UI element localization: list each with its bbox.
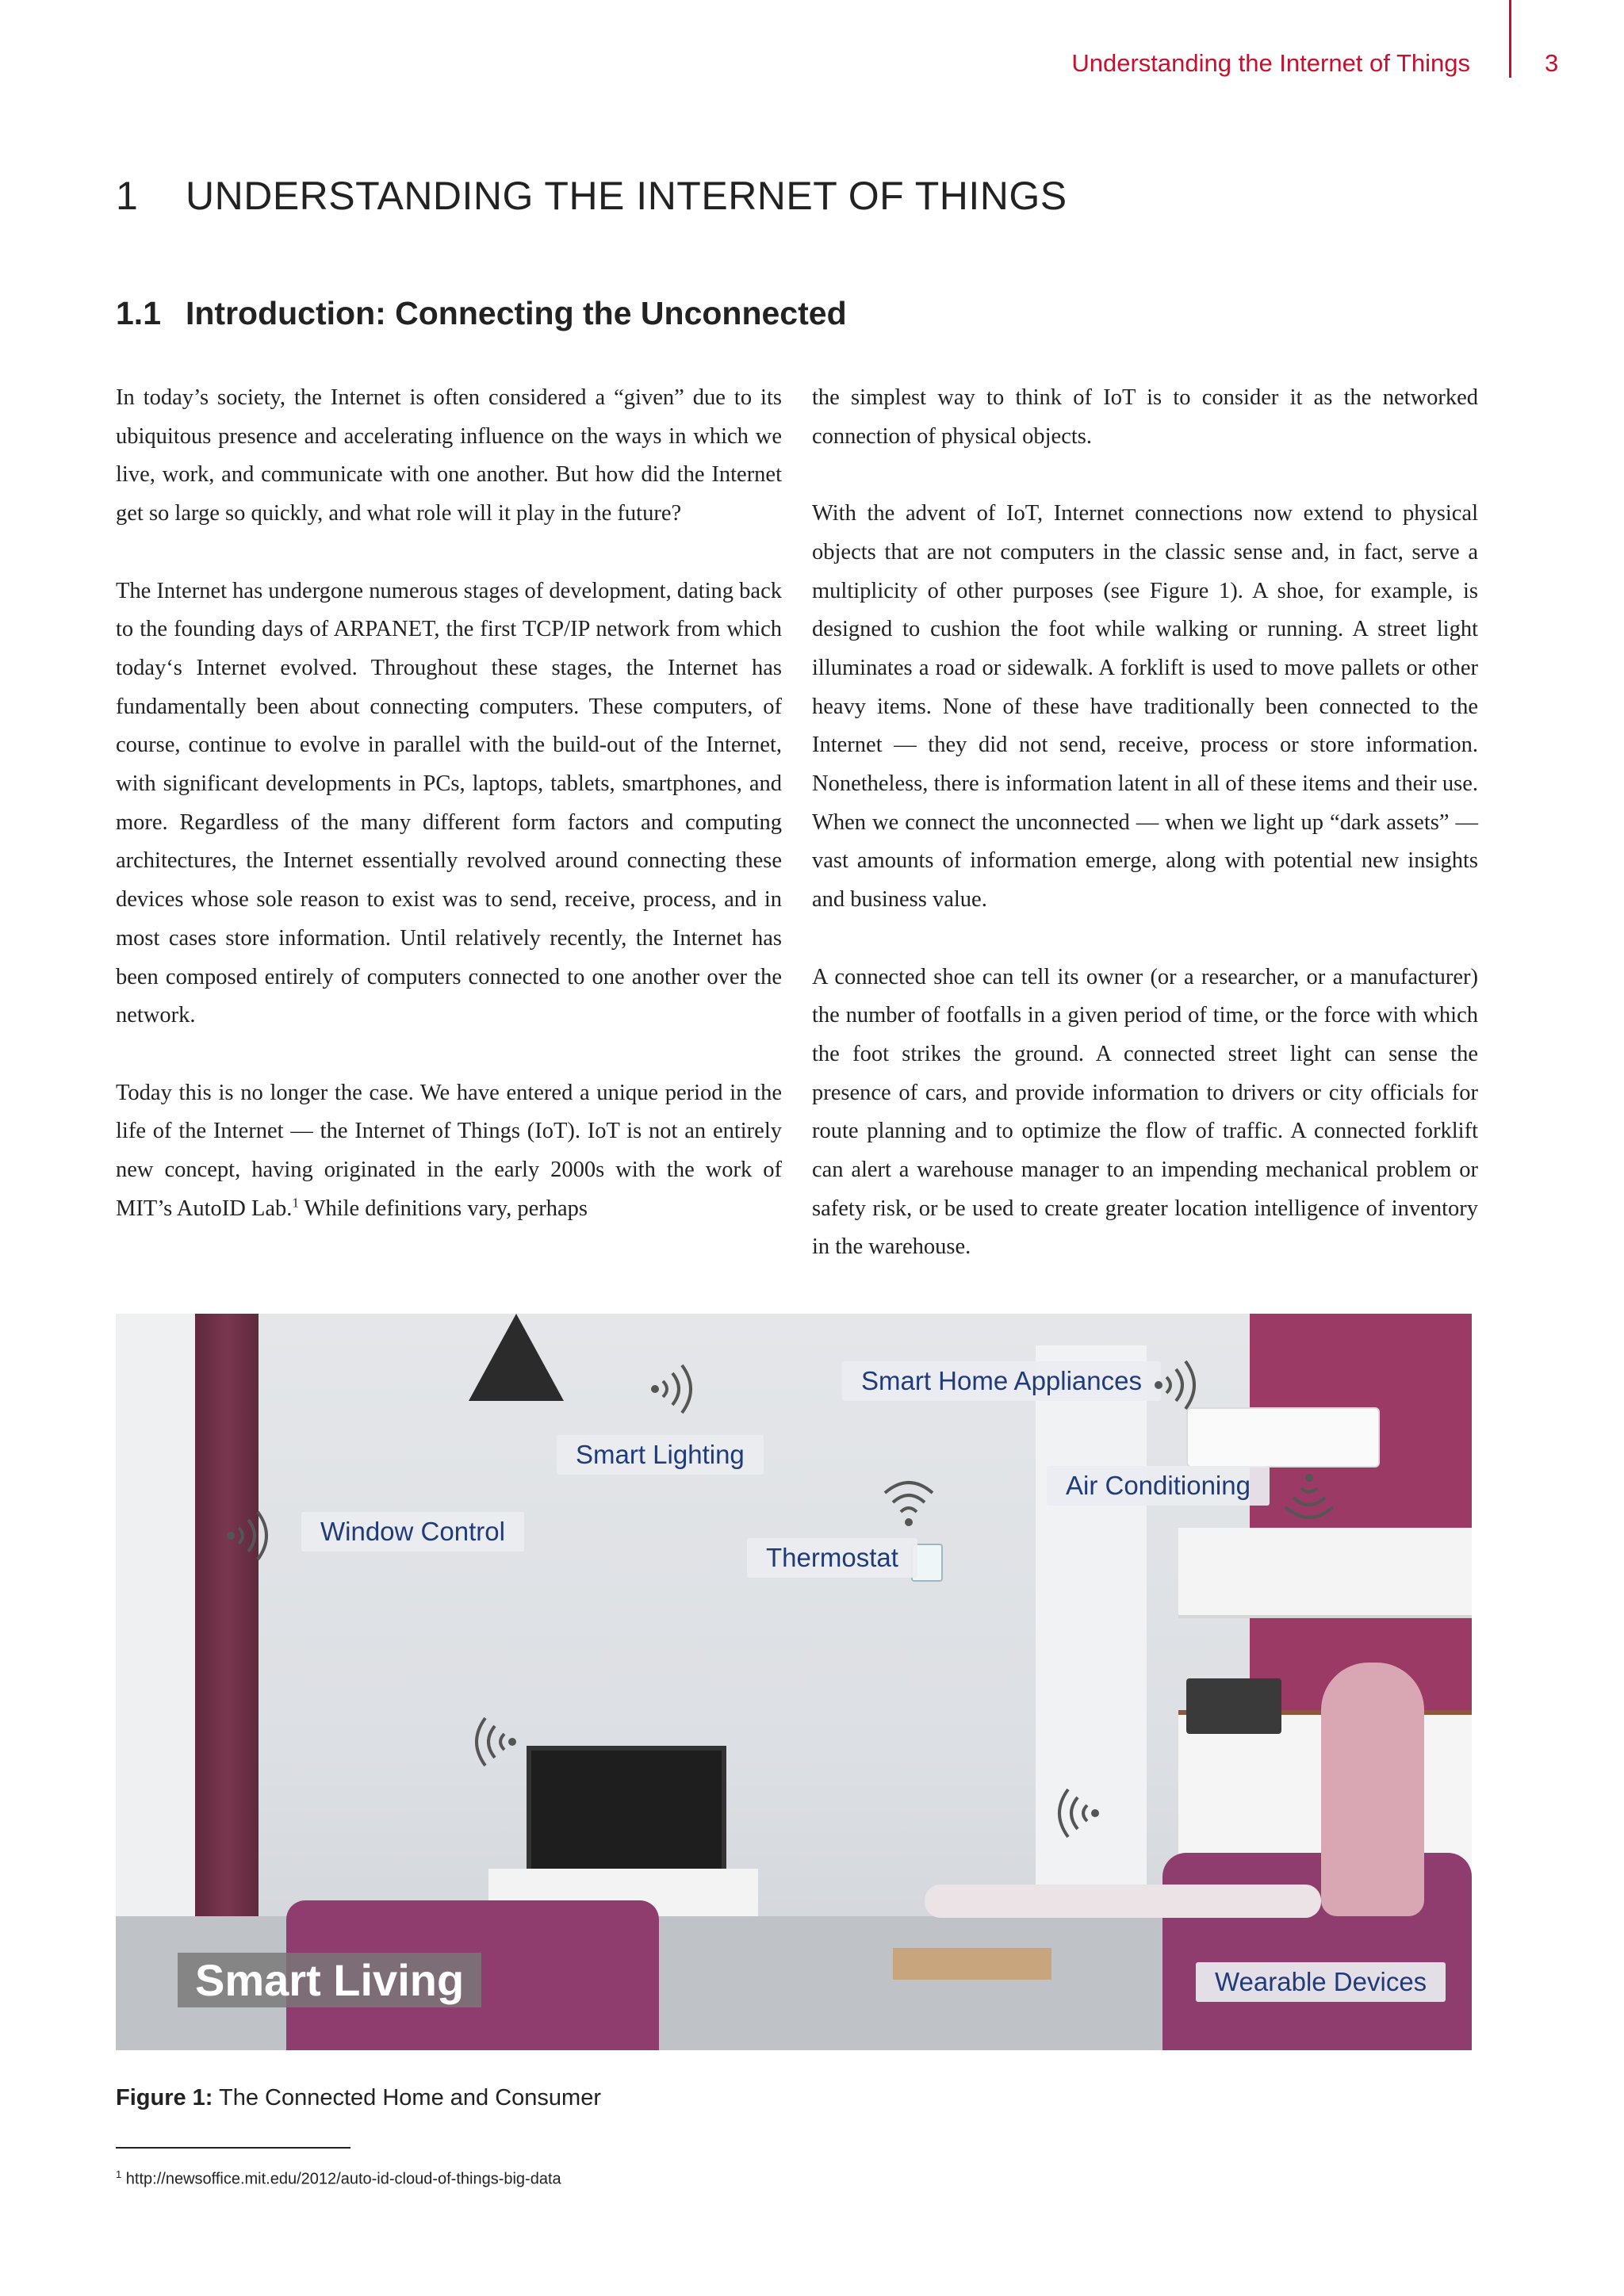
label-smart-lighting: Smart Lighting	[557, 1435, 764, 1475]
kitchen-cabinet	[1178, 1528, 1472, 1618]
figure-caption	[116, 2085, 601, 2111]
wifi-icon	[877, 1476, 940, 1532]
section-number: 1.1	[116, 295, 161, 331]
chapter-number: 1	[116, 174, 139, 218]
paragraph: With the advent of IoT, Internet connections now extend to physical objects that are not computers in the classic sense and, in fact, serve a multiplicity of other purposes (see Figure 1). A shoe, for example, is designed to cushion the foot while walking or running. A street light illuminates a road or sidewalk. A forklift is used to move pallets or other heavy items. None of these have traditionally been connected to the Internet — they did not send, receive, process or store information. Nonetheless, there is information latent in all of these items and their use. When we connect the unconnected — when we light up “dark assets” — vast amounts of information emerge, along with potential new insights and business value.	[812, 501, 1478, 913]
chapter-title: UNDERSTANDING THE INTERNET OF THINGS	[186, 174, 1067, 218]
caption-text: The Connected Home and Consumer	[213, 2085, 601, 2110]
woman-silhouette	[1321, 1663, 1424, 1916]
pendant-lamp	[469, 1314, 564, 1401]
footnote-divider	[116, 2147, 350, 2149]
sofa-right	[1162, 1853, 1472, 2050]
wifi-icon	[465, 1710, 520, 1774]
caption-label: Figure 1:	[116, 2085, 213, 2110]
wifi-icon	[647, 1357, 703, 1421]
footnote	[116, 2168, 561, 2189]
legs	[925, 1885, 1321, 1918]
label-window-control: Window Control	[301, 1512, 524, 1552]
label-smart-home-appliances: Smart Home Appliances	[842, 1361, 1161, 1401]
section-title: Introduction: Connecting the Unconnected	[186, 295, 847, 331]
wifi-icon	[1277, 1468, 1341, 1524]
footnote-mark: 1	[116, 2168, 122, 2180]
chapter-heading	[116, 173, 1067, 219]
paragraph-text: While definitions vary, perhaps	[298, 1196, 588, 1221]
wifi-icon	[1048, 1781, 1103, 1845]
paragraph: the simplest way to think of IoT is to consider it as the networked connection of physical objects.	[812, 385, 1478, 449]
wifi-icon	[1151, 1353, 1206, 1417]
paragraph: In today’s society, the Internet is often considered a “given” due to its ubiquitous presence and accelerating influence on the ways in which we live, work, and communicate with one another. But how did the Internet get so large so quickly, and what role will it play in the future?	[116, 385, 782, 526]
television	[527, 1746, 726, 1874]
label-smart-living: Smart Living	[178, 1953, 481, 2007]
header-title: Understanding the Internet of Things	[1071, 49, 1470, 77]
footnote-link[interactable]: http://newsoffice.mit.edu/2012/auto-id-cloud-of-things-big-data	[121, 2170, 561, 2188]
running-header	[0, 49, 1624, 87]
paragraph-text: Today this is no longer the case. We have entered a unique period in the life of the Internet — the Internet of Things (IoT). IoT is not an entirely new concept, having originated in the early 2000s with the work of MIT’s AutoID Lab.	[116, 1080, 782, 1221]
label-thermostat: Thermostat	[747, 1538, 917, 1578]
microwave	[1186, 1678, 1281, 1734]
page-number: 3	[1545, 49, 1559, 77]
figure-smart-home-photo	[116, 1314, 1472, 2050]
right-column	[812, 379, 1478, 1306]
paragraph: The Internet has undergone numerous stages of development, dating back to the founding days of ARPANET, the first TCP/IP network from which today‘s Internet evolved. Throughout these stages, the Internet has fundamentally been about connecting computers. These computers, of course, continue to evolve in parallel with the build-out of the Internet, with significant developments in PCs, laptops, tablets, smartphones, and more. Regardless of the many different form factors and computing architectures, the Internet essentially revolved around connecting these devices whose sole reason to exist was to send, receive, process, and in most cases store information. Until relatively recently, the Internet has been composed entirely of computers connected to one another over the network.	[116, 578, 782, 1028]
wifi-icon	[223, 1504, 278, 1567]
coffee-table	[893, 1948, 1051, 1980]
label-wearable-devices: Wearable Devices	[1196, 1962, 1446, 2002]
air-conditioner	[1186, 1407, 1380, 1468]
left-column	[116, 379, 782, 1267]
section-heading	[116, 295, 847, 332]
paragraph	[116, 1074, 782, 1229]
header-divider	[1509, 0, 1511, 78]
footnote-reference[interactable]: 1	[292, 1195, 299, 1211]
label-air-conditioning: Air Conditioning	[1047, 1466, 1270, 1506]
paragraph: A connected shoe can tell its owner (or a researcher, or a manufacturer) the number of footfalls in a given period of time, or the force with which the foot strikes the ground. A connected street light can sense the presence of cars, and provide information to drivers or city officials for route planning and to optimize the flow of traffic. A connected forklift can alert a warehouse manager to an impending mechanical problem or safety risk, or be used to create greater location intelligence of inventory in the warehouse.	[812, 964, 1478, 1260]
